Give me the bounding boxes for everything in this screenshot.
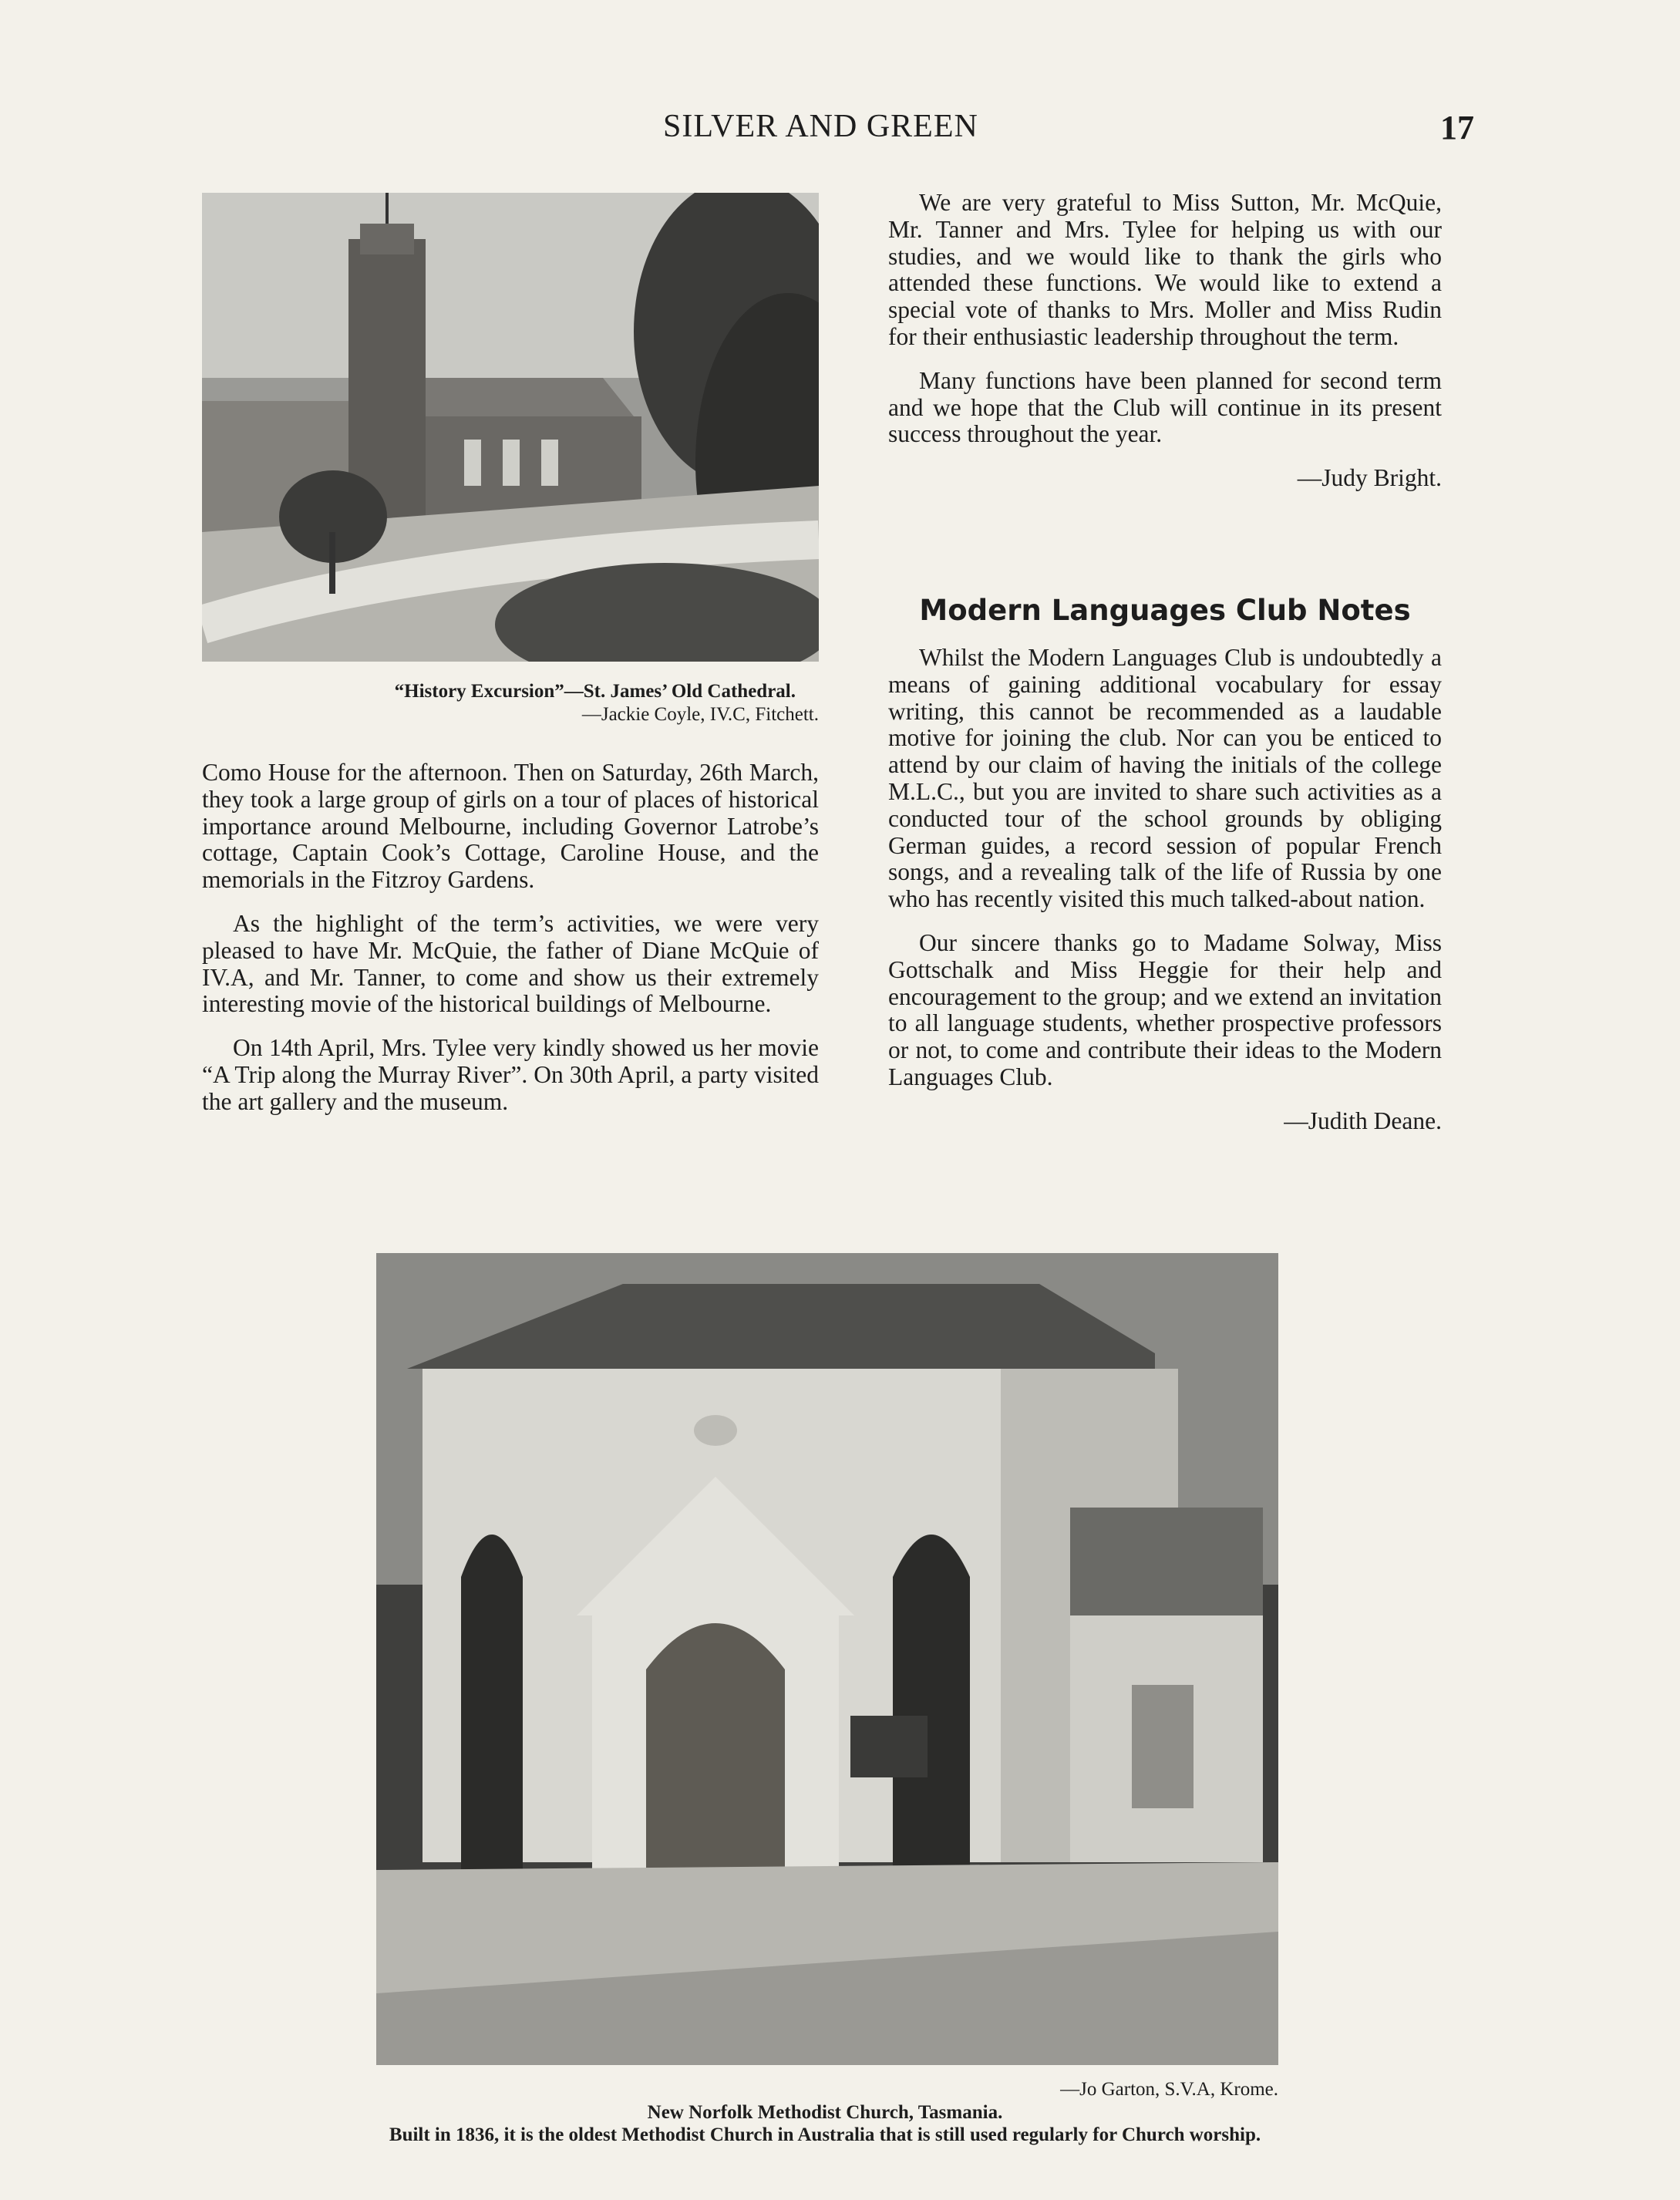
left-paragraph-2: As the highlight of the term’s activities, we were very pleased to have Mr. McQuie, the father of Diane McQuie of IV.A, and Mr. Tanner, to come and show us their extremely interesting movie of the historical buildings of Melbourne.: [202, 909, 819, 1018]
modern-languages-heading: Modern Languages Club Notes: [919, 594, 1411, 627]
languages-paragraph-2: Our sincere thanks go to Madame Solway, Miss Gottschalk and Miss Heggie for their help and encouragement to the group; and we extend an invitation to all language students, whether prospective professors or not, to come and contribute their ideas to the Modern Languages Club.: [888, 928, 1442, 1090]
left-paragraph-1: Como House for the afternoon. Then on Saturday, 26th March, they took a large group of girls on a tour of places of historical importance around Melbourne, including Governor Latrobe’s cottage, Captain Cook’s Cottage, Caroline House, and the memorials in the Fitzroy Gardens.: [202, 759, 819, 894]
running-header-title: SILVER AND GREEN: [663, 109, 978, 144]
right-paragraph-1: We are very grateful to Miss Sutton, Mr. McQuie, Mr. Tanner and Mrs. Tylee for helping us with our studies, and we would like to thank the girls who attended these functions. We would like to extend a special vote of thanks to Mrs. Moller and Miss Rudin for their enthusiastic leadership throughout the term.: [888, 189, 1442, 350]
methodist-church-photo: [376, 1253, 1278, 2065]
cathedral-caption-credit: —Jackie Coyle, IV.C, Fitchett.: [581, 704, 819, 725]
page-number: 17: [1440, 109, 1474, 147]
languages-paragraph-1: Whilst the Modern Languages Club is undoubtedly a means of gaining additional vocabulary for essay writing, this cannot be recommended as a laudable motive for joining the club. Nor can you be enticed to attend by our claim of having the initials of the college M.L.C., but you are invited to share such activities as a conducted tour of the school grounds by obliging German guides, a record session of popular French songs, and a revealing talk of the life of Russia by one who has recently visited this much talked-about nation.: [888, 644, 1442, 913]
left-paragraph-3: On 14th April, Mrs. Tylee very kindly showed us her movie “A Trip along the Murray River”. On 30th April, a party visited the art gallery and the museum.: [202, 1034, 819, 1115]
cathedral-photo: [202, 193, 819, 662]
cathedral-photo-caption: [202, 680, 819, 726]
left-column-text: [202, 760, 819, 1133]
cathedral-illustration: [202, 193, 819, 662]
cathedral-caption-title: “History Excursion”—St. James’ Old Cathedral.: [394, 681, 796, 702]
signature-judy-bright: —Judy Bright.: [1297, 464, 1442, 492]
right-paragraph-2: Many functions have been planned for second term and we hope that the Club will continue in its present success throughout the year.: [888, 366, 1442, 448]
church-illustration: [376, 1253, 1278, 2065]
church-photo-credit: —Jo Garton, S.V.A, Krome.: [1060, 2079, 1278, 2100]
church-photo-title: New Norfolk Methodist Church, Tasmania.: [647, 2102, 1003, 2123]
signature-judith-deane: —Judith Deane.: [1284, 1107, 1442, 1134]
modern-languages-notes: [888, 645, 1442, 1152]
church-photo-description: Built in 1836, it is the oldest Methodist Church in Australia that is still used regularly for Church worship.: [389, 2124, 1261, 2145]
history-club-notes-continuation: [888, 190, 1442, 509]
